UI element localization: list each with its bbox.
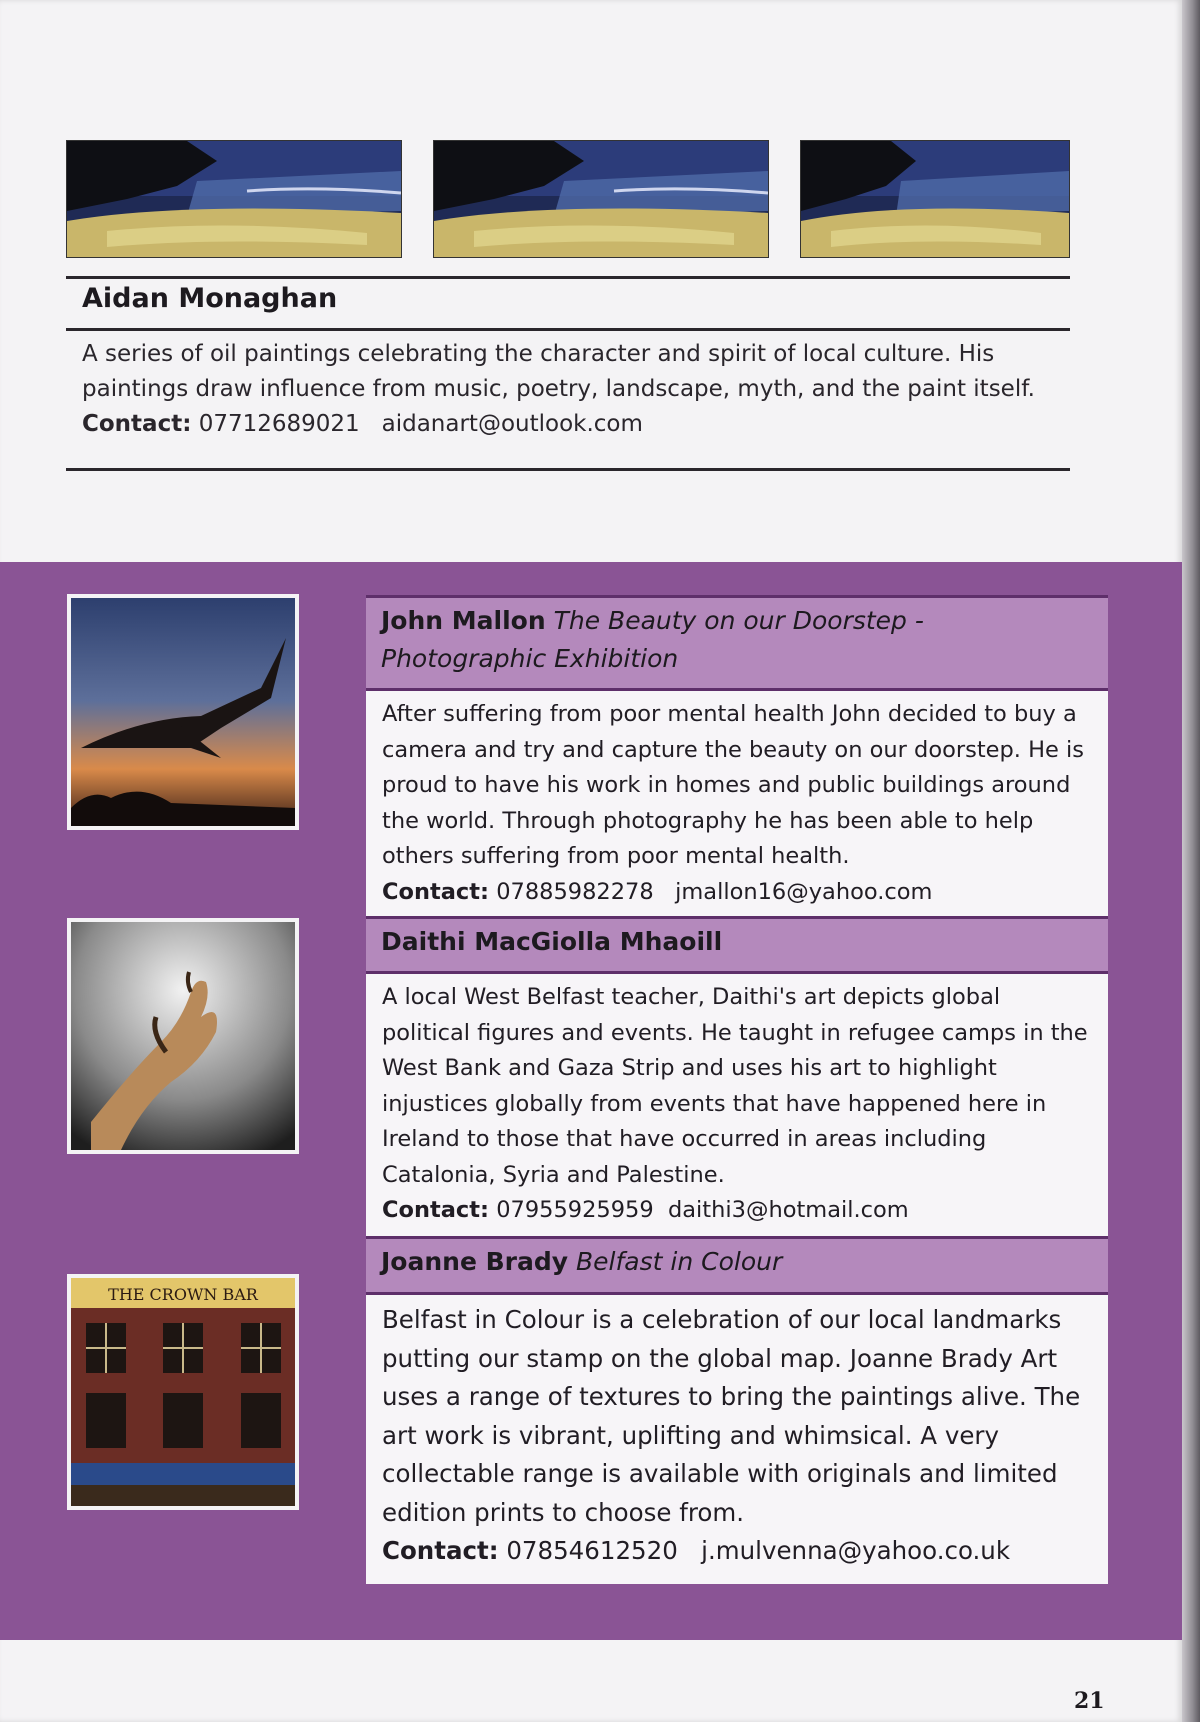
crown-bar-sign: THE CROWN BAR	[108, 1285, 258, 1304]
description-text: After suffering from poor mental health John decided to buy a camera and try and capture the beauty on our doorstep. He is proud to have his work in homes and public buildings around the world. Through photography he has been able to help others suffering from poor mental health.	[382, 701, 1084, 869]
contact-label: Contact:	[382, 1197, 490, 1223]
artist-name: Aidan Monaghan	[82, 283, 338, 314]
contact-label: Contact:	[382, 1536, 499, 1565]
artist-description-box	[366, 971, 1108, 1236]
description-text: A local West Belfast teacher, Daithi's art depicts global political figures and events. He taught in refugee camps in the West Bank and Gaza Strip and uses his art to highlight injustices globally from events that have happened here in Ireland to those that have occurred in areas including Catalonia, Syria and Palestine.	[382, 984, 1088, 1188]
description-text: A series of oil paintings celebrating the character and spirit of local culture. His paintings draw influence from music, poetry, landscape, myth, and the paint itself.	[82, 341, 1035, 402]
bird-photo	[67, 594, 299, 830]
artist-description	[82, 337, 1062, 442]
exhibition-title: The Beauty on our Doorstep - Photographic Exhibition	[381, 606, 924, 673]
artist-description-box	[366, 688, 1108, 916]
contact-phone: 07712689021	[198, 411, 360, 437]
contact-phone: 07885982278	[496, 878, 654, 905]
contact-phone: 07955925959	[496, 1197, 654, 1223]
contact-label: Contact:	[382, 878, 490, 905]
description-text: Belfast in Colour is a celebration of our local landmarks putting our stamp on the global map. Joanne Brady Art uses a range of textures to bring the paintings alive. The art work is vibrant, uplifting and whimsical. A very collectable range is available with originals and limited edition prints to choose from.	[382, 1305, 1081, 1527]
divider-rule	[66, 328, 1070, 331]
painting-thumbnail-1	[66, 140, 402, 258]
divider-rule	[66, 276, 1070, 279]
artist-description-box	[366, 1292, 1108, 1584]
exhibition-title: Belfast in Colour	[576, 1247, 783, 1276]
painting-thumbnail-2	[433, 140, 769, 258]
page-binding-edge	[1182, 0, 1200, 1722]
crown-bar-painting	[67, 1274, 299, 1510]
contact-email[interactable]: j.mulvenna@yahoo.co.uk	[701, 1536, 1011, 1565]
painting-thumbnail-3	[800, 140, 1070, 258]
artist-heading	[366, 1236, 1108, 1292]
artist-heading	[366, 595, 1108, 688]
contact-label: Contact:	[82, 411, 192, 437]
page-number: 21	[1074, 1688, 1105, 1714]
contact-email[interactable]: daithi3@hotmail.com	[667, 1197, 909, 1223]
hand-painting	[67, 918, 299, 1154]
artist-name: Joanne Brady	[381, 1247, 569, 1276]
contact-email[interactable]: aidanart@outlook.com	[381, 411, 643, 437]
contact-phone: 07854612520	[506, 1536, 678, 1565]
divider-rule	[66, 468, 1070, 471]
artist-heading	[366, 916, 1108, 971]
artist-name: John Mallon	[381, 606, 546, 635]
contact-email[interactable]: jmallon16@yahoo.com	[675, 878, 933, 905]
artist-name: Daithi MacGiolla Mhaoill	[381, 927, 723, 956]
